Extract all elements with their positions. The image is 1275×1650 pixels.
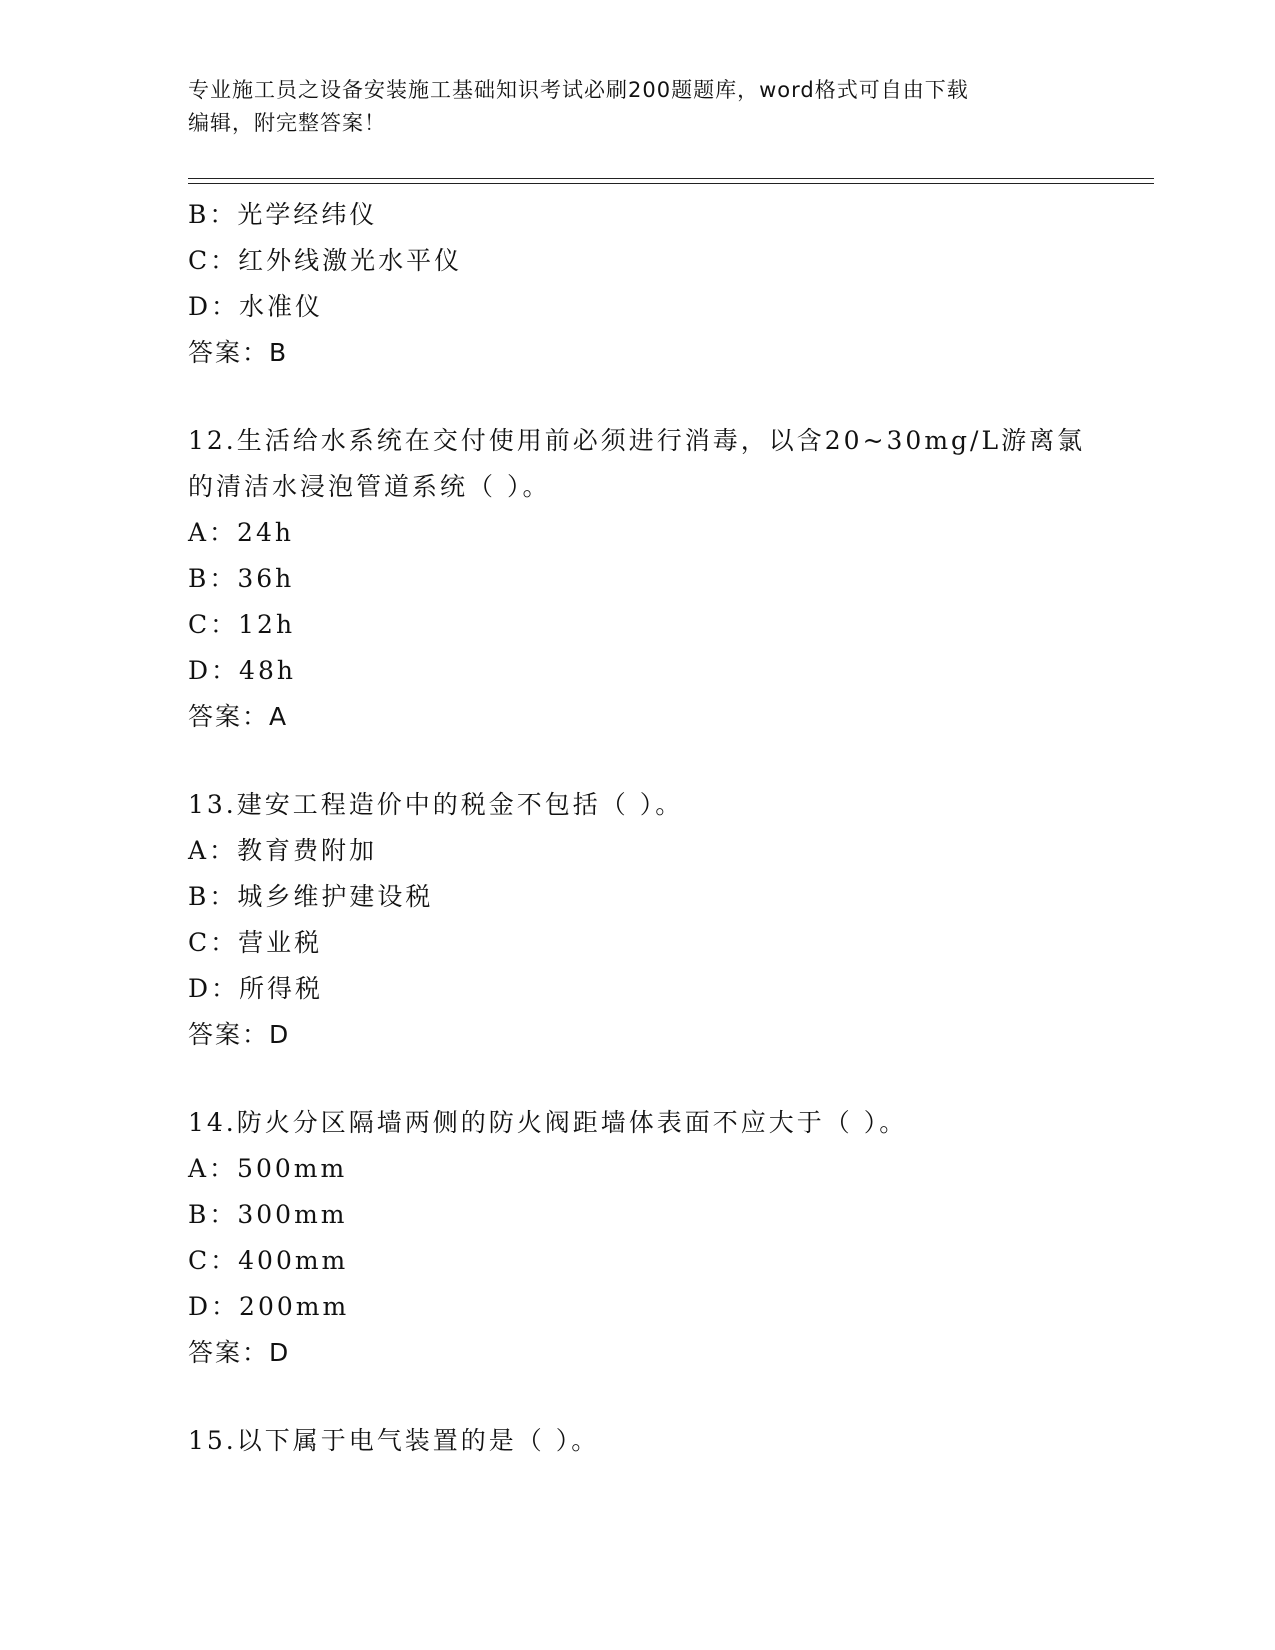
option-d: D：水准仪 [188,292,324,321]
option-b: B：300mm [188,1200,348,1229]
question-stem-line-1: 15.以下属于电气装置的是（ ）。 [188,1426,600,1455]
question-11-continued [188,192,1108,376]
question-13 [188,782,1108,1058]
option-b: B：光学经纬仪 [188,200,378,229]
option-a: A：500mm [188,1154,348,1183]
answer-line: 答案：A [188,702,289,731]
option-d: D：48h [188,656,296,685]
document-header [188,74,1088,140]
option-b: B：36h [188,564,295,593]
answer-line: 答案：D [188,1338,291,1367]
question-list [188,192,1108,1464]
option-c: C：400mm [188,1246,349,1275]
question-stem-line-2: 的清洁水浸泡管道系统（ ）。 [188,472,551,501]
option-c: C：红外线激光水平仪 [188,246,463,275]
option-c: C：营业税 [188,928,323,957]
header-title-line-2: 编辑，附完整答案！ [188,111,386,135]
answer-line: 答案：B [188,338,289,367]
answer-line: 答案：D [188,1020,291,1049]
header-title-line-1: 专业施工员之设备安装施工基础知识考试必刷200题题库，word格式可自由下载 [188,78,969,102]
question-15 [188,1418,1108,1464]
question-14 [188,1100,1108,1376]
header-divider-bottom [188,183,1154,184]
option-a: A：24h [188,518,294,547]
question-stem-line-1: 12.生活给水系统在交付使用前必须进行消毒，以含20~30mg/L游离氯 [188,426,1086,455]
question-12 [188,418,1108,740]
header-divider-top [188,178,1154,179]
question-stem-line-1: 14.防火分区隔墙两侧的防火阀距墙体表面不应大于（ ）。 [188,1108,908,1137]
option-c: C：12h [188,610,296,639]
option-d: D：所得税 [188,974,324,1003]
option-b: B：城乡维护建设税 [188,882,434,911]
option-d: D：200mm [188,1292,350,1321]
question-stem-line-1: 13.建安工程造价中的税金不包括（ ）。 [188,790,684,819]
option-a: A：教育费附加 [188,836,378,865]
